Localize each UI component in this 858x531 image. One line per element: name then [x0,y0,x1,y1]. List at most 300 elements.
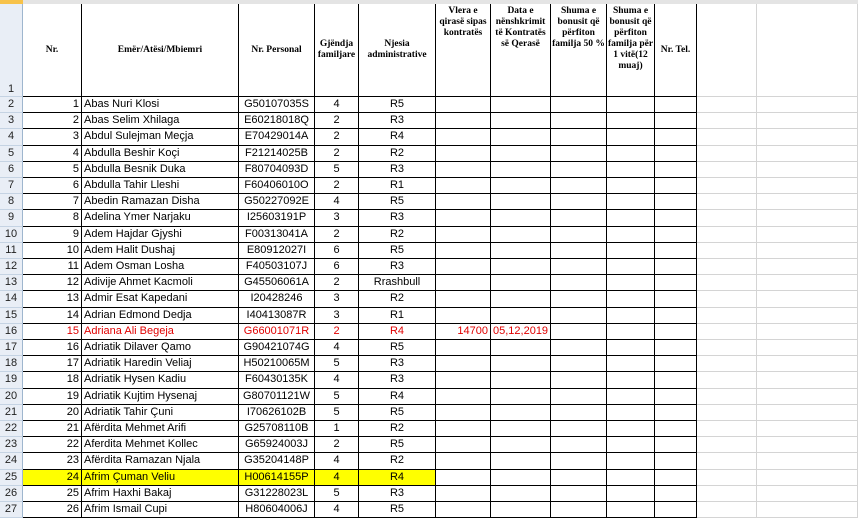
cell-value[interactable] [436,308,491,324]
column-header[interactable]: Nr. Personal [239,4,315,97]
cell-unit[interactable]: R2 [359,291,436,307]
empty-cell[interactable] [551,162,607,178]
empty-cell[interactable] [655,405,697,421]
row-header[interactable]: 12 [0,259,23,275]
empty-cell[interactable] [757,324,858,340]
row-header[interactable]: 15 [0,308,23,324]
empty-cell[interactable] [757,502,858,518]
empty-cell[interactable] [551,486,607,502]
empty-cell[interactable] [697,470,757,486]
empty-cell[interactable] [757,291,858,307]
cell-family[interactable]: 2 [315,178,359,194]
empty-cell[interactable] [697,178,757,194]
empty-cell[interactable] [607,210,655,226]
cell-value[interactable] [436,372,491,388]
cell-nr[interactable]: 4 [23,146,82,162]
empty-cell[interactable] [551,389,607,405]
empty-cell[interactable] [551,453,607,469]
cell-unit[interactable]: R3 [359,210,436,226]
empty-cell[interactable] [551,356,607,372]
cell-family[interactable]: 4 [315,97,359,113]
cell-personal[interactable]: F80704093D [239,162,315,178]
row-header[interactable]: 1 [0,4,23,97]
cell-family[interactable]: 5 [315,405,359,421]
empty-cell[interactable] [757,243,858,259]
row-header[interactable]: 24 [0,453,23,469]
empty-cell[interactable] [655,275,697,291]
cell-family[interactable]: 5 [315,486,359,502]
empty-cell[interactable] [551,178,607,194]
cell-nr[interactable]: 3 [23,129,82,145]
cell-date[interactable] [491,291,551,307]
cell-nr[interactable]: 11 [23,259,82,275]
cell-personal[interactable]: G25708110B [239,421,315,437]
cell-value[interactable] [436,227,491,243]
empty-cell[interactable] [697,421,757,437]
cell-name[interactable]: Abdulla Besnik Duka [82,162,239,178]
empty-cell[interactable] [607,194,655,210]
cell-family[interactable]: 2 [315,275,359,291]
cell-nr[interactable]: 24 [23,470,82,486]
cell-personal[interactable]: G90421074G [239,340,315,356]
cell-name[interactable]: Abdulla Tahir Lleshi [82,178,239,194]
empty-cell[interactable] [607,486,655,502]
cell-date[interactable] [491,308,551,324]
cell-personal[interactable]: H80604006J [239,502,315,518]
cell-unit[interactable]: R3 [359,113,436,129]
row-header[interactable]: 4 [0,129,23,145]
row-header[interactable]: 14 [0,291,23,307]
empty-cell[interactable] [655,113,697,129]
empty-cell[interactable] [697,259,757,275]
cell-value[interactable] [436,194,491,210]
empty-cell[interactable] [757,146,858,162]
cell-personal[interactable]: I20428246 [239,291,315,307]
empty-cell[interactable] [607,405,655,421]
empty-cell[interactable] [551,437,607,453]
empty-cell[interactable] [551,421,607,437]
cell-personal[interactable]: G35204148P [239,453,315,469]
cell-nr[interactable]: 8 [23,210,82,226]
cell-family[interactable]: 2 [315,146,359,162]
empty-cell[interactable] [697,113,757,129]
empty-cell[interactable] [655,308,697,324]
empty-cell[interactable] [697,162,757,178]
cell-family[interactable]: 2 [315,129,359,145]
empty-cell[interactable] [551,275,607,291]
cell-nr[interactable]: 22 [23,437,82,453]
column-header[interactable]: Njesia administrative [359,4,436,97]
cell-date[interactable] [491,421,551,437]
cell-family[interactable]: 4 [315,372,359,388]
cell-nr[interactable]: 2 [23,113,82,129]
cell-name[interactable]: Adriatik Kujtim Hysenaj [82,389,239,405]
empty-cell[interactable] [607,178,655,194]
cell-name[interactable]: Adriatik Hysen Kadiu [82,372,239,388]
cell-value[interactable] [436,421,491,437]
cell-family[interactable]: 1 [315,421,359,437]
cell-unit[interactable]: R5 [359,340,436,356]
cell-value[interactable] [436,453,491,469]
row-header[interactable]: 21 [0,405,23,421]
empty-cell[interactable] [607,275,655,291]
empty-cell[interactable] [697,146,757,162]
empty-cell[interactable] [551,308,607,324]
empty-cell[interactable] [757,227,858,243]
cell-name[interactable]: Adriatik Dilaver Qamo [82,340,239,356]
empty-cell[interactable] [757,275,858,291]
empty-cell[interactable] [697,243,757,259]
cell-family[interactable]: 2 [315,227,359,243]
empty-cell[interactable] [655,227,697,243]
row-header[interactable]: 7 [0,178,23,194]
cell-name[interactable]: Admir Esat Kapedani [82,291,239,307]
empty-cell[interactable] [697,453,757,469]
column-header[interactable]: Shuma e bonusit që përfiton familja 50 % [551,4,607,97]
empty-cell[interactable] [607,356,655,372]
cell-value[interactable] [436,356,491,372]
cell-value[interactable] [436,243,491,259]
cell-name[interactable]: Abdul Sulejman Meçja [82,129,239,145]
row-header[interactable]: 5 [0,146,23,162]
cell-name[interactable]: Abas Nuri Klosi [82,97,239,113]
empty-cell[interactable] [655,178,697,194]
empty-cell[interactable] [655,243,697,259]
empty-cell[interactable] [757,129,858,145]
empty-cell[interactable] [607,389,655,405]
row-header[interactable]: 6 [0,162,23,178]
cell-family[interactable]: 4 [315,340,359,356]
cell-personal[interactable]: E70429014A [239,129,315,145]
cell-nr[interactable]: 13 [23,291,82,307]
empty-cell[interactable] [607,453,655,469]
column-header[interactable]: Emër/Atësi/Mbiemri [82,4,239,97]
empty-cell[interactable] [607,259,655,275]
empty-cell[interactable] [551,372,607,388]
empty-cell[interactable] [697,372,757,388]
row-header[interactable]: 16 [0,324,23,340]
empty-cell[interactable] [607,129,655,145]
cell-date[interactable] [491,453,551,469]
cell-unit[interactable]: R1 [359,308,436,324]
cell-unit[interactable]: R4 [359,129,436,145]
cell-name[interactable]: Afërdita Ramazan Njala [82,453,239,469]
cell-name[interactable]: Adriana Ali Begeja [82,324,239,340]
cell-value[interactable] [436,146,491,162]
cell-family[interactable]: 4 [315,470,359,486]
cell-unit[interactable]: R2 [359,421,436,437]
empty-cell[interactable] [757,4,858,97]
cell-value[interactable] [436,129,491,145]
cell-family[interactable]: 2 [315,437,359,453]
cell-date[interactable] [491,372,551,388]
row-header[interactable]: 25 [0,470,23,486]
empty-cell[interactable] [551,113,607,129]
cell-name[interactable]: Afërdita Mehmet Arifi [82,421,239,437]
empty-cell[interactable] [607,146,655,162]
cell-family[interactable]: 3 [315,308,359,324]
cell-name[interactable]: Adem Halit Dushaj [82,243,239,259]
column-header[interactable]: Nr. Tel. [655,4,697,97]
empty-cell[interactable] [607,162,655,178]
empty-cell[interactable] [697,437,757,453]
cell-personal[interactable]: G45506061A [239,275,315,291]
empty-cell[interactable] [655,259,697,275]
empty-cell[interactable] [757,356,858,372]
cell-unit[interactable]: R4 [359,324,436,340]
empty-cell[interactable] [551,259,607,275]
cell-date[interactable] [491,97,551,113]
cell-personal[interactable]: H50210065M [239,356,315,372]
cell-nr[interactable]: 26 [23,502,82,518]
cell-nr[interactable]: 17 [23,356,82,372]
cell-name[interactable]: Adivije Ahmet Kacmoli [82,275,239,291]
cell-value[interactable] [436,340,491,356]
column-header[interactable]: Vlera e qirasë sipas kontratës [436,4,491,97]
cell-unit[interactable]: R4 [359,470,436,486]
cell-date[interactable] [491,113,551,129]
cell-date[interactable] [491,275,551,291]
cell-unit[interactable]: R3 [359,486,436,502]
empty-cell[interactable] [607,324,655,340]
cell-unit[interactable]: R5 [359,502,436,518]
empty-cell[interactable] [551,227,607,243]
cell-personal[interactable]: E80912027I [239,243,315,259]
empty-cell[interactable] [697,502,757,518]
empty-cell[interactable] [655,162,697,178]
empty-cell[interactable] [551,243,607,259]
cell-family[interactable]: 6 [315,243,359,259]
cell-value[interactable] [436,389,491,405]
cell-nr[interactable]: 5 [23,162,82,178]
empty-cell[interactable] [697,486,757,502]
cell-family[interactable]: 3 [315,291,359,307]
empty-cell[interactable] [697,194,757,210]
empty-cell[interactable] [757,421,858,437]
cell-personal[interactable]: H00614155P [239,470,315,486]
cell-unit[interactable]: R3 [359,356,436,372]
empty-cell[interactable] [655,453,697,469]
cell-family[interactable]: 4 [315,194,359,210]
cell-value[interactable] [436,437,491,453]
empty-cell[interactable] [551,129,607,145]
cell-personal[interactable]: F40503107J [239,259,315,275]
empty-cell[interactable] [757,162,858,178]
empty-cell[interactable] [607,113,655,129]
empty-cell[interactable] [655,324,697,340]
column-header[interactable]: Gjëndja familjare [315,4,359,97]
cell-personal[interactable]: I70626102B [239,405,315,421]
empty-cell[interactable] [697,389,757,405]
cell-name[interactable]: Afrim Çuman Veliu [82,470,239,486]
cell-value[interactable]: 14700 [436,324,491,340]
column-header[interactable]: Shuma e bonusit që përfiton familja për 1 vitë(12 muaj) [607,4,655,97]
cell-unit[interactable]: R3 [359,372,436,388]
cell-personal[interactable]: F60406010O [239,178,315,194]
cell-name[interactable]: Afrim Ismail Cupi [82,502,239,518]
empty-cell[interactable] [655,129,697,145]
cell-nr[interactable]: 14 [23,308,82,324]
empty-cell[interactable] [607,308,655,324]
cell-personal[interactable]: G50107035S [239,97,315,113]
cell-family[interactable]: 5 [315,162,359,178]
cell-personal[interactable]: I25603191P [239,210,315,226]
empty-cell[interactable] [655,356,697,372]
cell-personal[interactable]: G80701121W [239,389,315,405]
cell-name[interactable]: Adelina Ymer Narjaku [82,210,239,226]
cell-date[interactable] [491,194,551,210]
empty-cell[interactable] [757,437,858,453]
cell-unit[interactable]: R1 [359,178,436,194]
cell-nr[interactable]: 20 [23,405,82,421]
row-header[interactable]: 3 [0,113,23,129]
cell-unit[interactable]: R5 [359,194,436,210]
cell-date[interactable] [491,356,551,372]
empty-cell[interactable] [551,194,607,210]
cell-nr[interactable]: 7 [23,194,82,210]
cell-unit[interactable]: R3 [359,162,436,178]
row-header[interactable]: 10 [0,227,23,243]
empty-cell[interactable] [551,324,607,340]
empty-cell[interactable] [697,308,757,324]
cell-unit[interactable]: R5 [359,405,436,421]
row-header[interactable]: 13 [0,275,23,291]
cell-date[interactable] [491,259,551,275]
cell-name[interactable]: Abedin Ramazan Disha [82,194,239,210]
empty-cell[interactable] [757,470,858,486]
cell-name[interactable]: Adem Osman Losha [82,259,239,275]
empty-cell[interactable] [655,146,697,162]
cell-date[interactable] [491,389,551,405]
cell-date[interactable] [491,340,551,356]
empty-cell[interactable] [697,405,757,421]
cell-name[interactable]: Abdulla Beshir Koçi [82,146,239,162]
empty-cell[interactable] [697,4,757,97]
cell-personal[interactable]: I40413087R [239,308,315,324]
cell-date[interactable] [491,178,551,194]
cell-family[interactable]: 2 [315,113,359,129]
cell-nr[interactable]: 9 [23,227,82,243]
cell-date[interactable] [491,405,551,421]
cell-value[interactable] [436,470,491,486]
empty-cell[interactable] [655,470,697,486]
empty-cell[interactable] [697,129,757,145]
row-header[interactable]: 20 [0,389,23,405]
cell-personal[interactable]: F60430135K [239,372,315,388]
empty-cell[interactable] [697,291,757,307]
empty-cell[interactable] [757,405,858,421]
cell-personal[interactable]: G66001071R [239,324,315,340]
row-header[interactable]: 27 [0,502,23,518]
empty-cell[interactable] [607,227,655,243]
cell-value[interactable] [436,291,491,307]
cell-name[interactable]: Adem Hajdar Gjyshi [82,227,239,243]
cell-date[interactable]: 05,12,2019 [491,324,551,340]
cell-date[interactable] [491,502,551,518]
empty-cell[interactable] [697,324,757,340]
cell-date[interactable] [491,486,551,502]
empty-cell[interactable] [697,356,757,372]
cell-personal[interactable]: G65924003J [239,437,315,453]
row-header[interactable]: 2 [0,97,23,113]
empty-cell[interactable] [551,97,607,113]
cell-name[interactable]: Aferdita Mehmet Kollec [82,437,239,453]
cell-value[interactable] [436,502,491,518]
empty-cell[interactable] [655,194,697,210]
cell-value[interactable] [436,210,491,226]
empty-cell[interactable] [607,243,655,259]
empty-cell[interactable] [757,178,858,194]
cell-nr[interactable]: 1 [23,97,82,113]
empty-cell[interactable] [697,227,757,243]
empty-cell[interactable] [655,372,697,388]
cell-unit[interactable]: R5 [359,243,436,259]
cell-nr[interactable]: 25 [23,486,82,502]
cell-value[interactable] [436,486,491,502]
empty-cell[interactable] [757,97,858,113]
cell-name[interactable]: Abas Selim Xhilaga [82,113,239,129]
cell-unit[interactable]: R2 [359,227,436,243]
empty-cell[interactable] [757,113,858,129]
cell-unit[interactable]: R5 [359,437,436,453]
empty-cell[interactable] [551,340,607,356]
empty-cell[interactable] [607,470,655,486]
cell-nr[interactable]: 16 [23,340,82,356]
cell-unit[interactable]: R4 [359,389,436,405]
row-header[interactable]: 8 [0,194,23,210]
empty-cell[interactable] [697,210,757,226]
cell-value[interactable] [436,97,491,113]
empty-cell[interactable] [757,486,858,502]
cell-date[interactable] [491,470,551,486]
cell-nr[interactable]: 19 [23,389,82,405]
empty-cell[interactable] [757,372,858,388]
cell-personal[interactable]: F00313041A [239,227,315,243]
empty-cell[interactable] [655,340,697,356]
cell-name[interactable]: Afrim Haxhi Bakaj [82,486,239,502]
cell-date[interactable] [491,227,551,243]
empty-cell[interactable] [757,308,858,324]
empty-cell[interactable] [551,291,607,307]
column-header[interactable]: Nr. [23,4,82,97]
cell-value[interactable] [436,405,491,421]
empty-cell[interactable] [697,97,757,113]
cell-unit[interactable]: R5 [359,97,436,113]
empty-cell[interactable] [655,291,697,307]
row-header[interactable]: 23 [0,437,23,453]
cell-family[interactable]: 4 [315,502,359,518]
row-header[interactable]: 11 [0,243,23,259]
cell-nr[interactable]: 23 [23,453,82,469]
empty-cell[interactable] [607,291,655,307]
cell-nr[interactable]: 15 [23,324,82,340]
cell-unit[interactable]: R2 [359,453,436,469]
empty-cell[interactable] [757,259,858,275]
cell-family[interactable]: 4 [315,453,359,469]
cell-value[interactable] [436,275,491,291]
empty-cell[interactable] [551,470,607,486]
empty-cell[interactable] [655,389,697,405]
empty-cell[interactable] [607,372,655,388]
column-header[interactable]: Data e nënshkrimit të Kontratës së Qerasë [491,4,551,97]
empty-cell[interactable] [607,502,655,518]
empty-cell[interactable] [757,389,858,405]
empty-cell[interactable] [757,210,858,226]
row-header[interactable]: 22 [0,421,23,437]
cell-name[interactable]: Adriatik Haredin Veliaj [82,356,239,372]
empty-cell[interactable] [551,502,607,518]
cell-nr[interactable]: 18 [23,372,82,388]
